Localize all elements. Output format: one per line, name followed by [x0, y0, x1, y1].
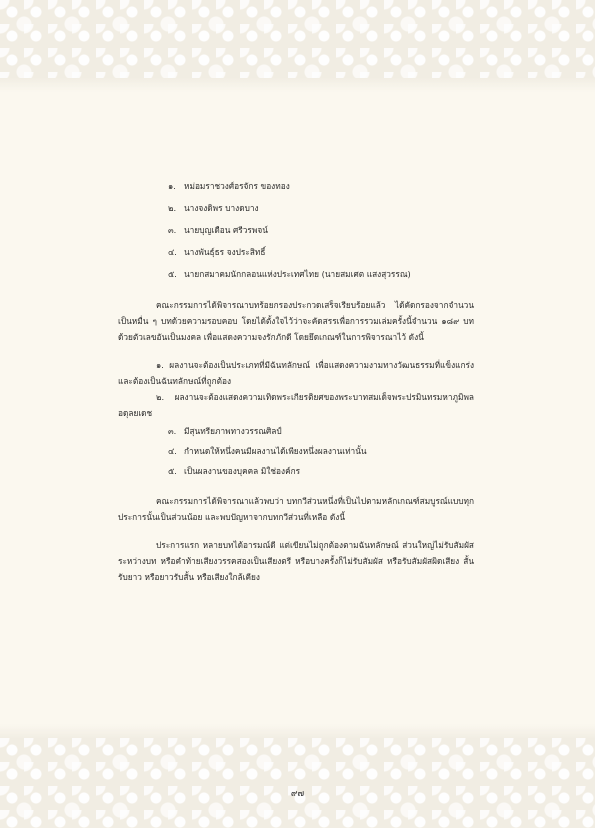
page-number: ๙๗	[290, 789, 305, 799]
list-item: ๓. นายบุญเดือน ศรีวรพจน์	[168, 225, 268, 235]
page-body	[118, 175, 474, 585]
list-item: ๑. ผลงานจะต้องเป็นประเภทที่มีฉันทลักษณ์ เพื่อแสดงความงามทางวัฒนธรรมที่แข็งแกร่ง และต้องเป็นฉันทลักษณ์ที่ถูกต้อง	[118, 360, 474, 386]
list-item: ๔. นางพันธุ์ธร จงประสิทธิ์	[168, 247, 266, 257]
list-item: ๔. กำหนดให้หนึ่งคนมีผลงานได้เพียงหนึ่งผลงานเท่านั้น	[168, 446, 367, 456]
list-item: ๓. มีสุนทรียภาพทางวรรณศิลป์	[168, 426, 282, 436]
criteria-list	[118, 357, 474, 481]
list-item: ๒. ผลงานจะต้องแสดงความเทิดพระเกียรติยศของพระบาทสมเด็จพระปรมินทรมหาภูมิพลอดุลยเดช	[118, 392, 474, 418]
list-item: ๕. เป็นผลงานของบุคคล มิใช่องค์กร	[168, 466, 301, 476]
paragraph-findings: คณะกรรมการได้พิจารณาแล้วพบว่า บทกวีส่วนหนึ่งที่เป็นไปตามหลักเกณฑ์สมบูรณ์แบบทุกประการนั้นเป็นส่วนน้อย และพบปัญหาจากบทกวีส่วนที่เหลือ ดังนี้	[118, 496, 474, 522]
list-item: ๕. นายกสมาคมนักกลอนแห่งประเทศไทย (นายสมเศต แสงสุวรรณ)	[168, 269, 411, 279]
paragraph-intro: คณะกรรมการได้พิจารณาบทร้อยกรองประกวดเสร็จเรียบร้อยแล้ว ได้คัดกรองจากจำนวนเป็นหมื่น ๆ บทด้วยความรอบคอบ โดยได้ตั้งใจไว้ว่าจะคัดสรรเพื่อการรวมเล่มครั้งนี้จำนวน ๑๘๙ บท ด้วยตัวเลขอันเป็นมงคล เพื่อแสดงความจงรักภักดี โดยยึดเกณฑ์ในการพิจารณาไว้ ดังนี้	[118, 300, 474, 342]
paragraph-first-issue: ประการแรก หลายบทได้อารมณ์ดี แต่เขียนไม่ถูกต้องตามฉันทลักษณ์ ส่วนใหญ่ไม่รับสัมผัสระหว่างบท หรือคำท้ายเสียงวรรคสองเป็นเสียงตรี หรือบางครั้งก็ไม่รับสัมผัส หรือรับสัมผัสผิดเสียง สั้นรับยาว หรือยาวรับสั้น หรือเสียงใกล้เคียง	[118, 540, 474, 582]
committee-list	[118, 175, 474, 285]
lace-border-bottom	[0, 738, 595, 828]
list-item: ๒. นางจงดิพร บางดบาง	[168, 203, 259, 213]
lace-border-top	[0, 0, 595, 78]
list-item: ๑. หม่อมราชวงศ์อรจักร ของทอง	[168, 181, 290, 191]
